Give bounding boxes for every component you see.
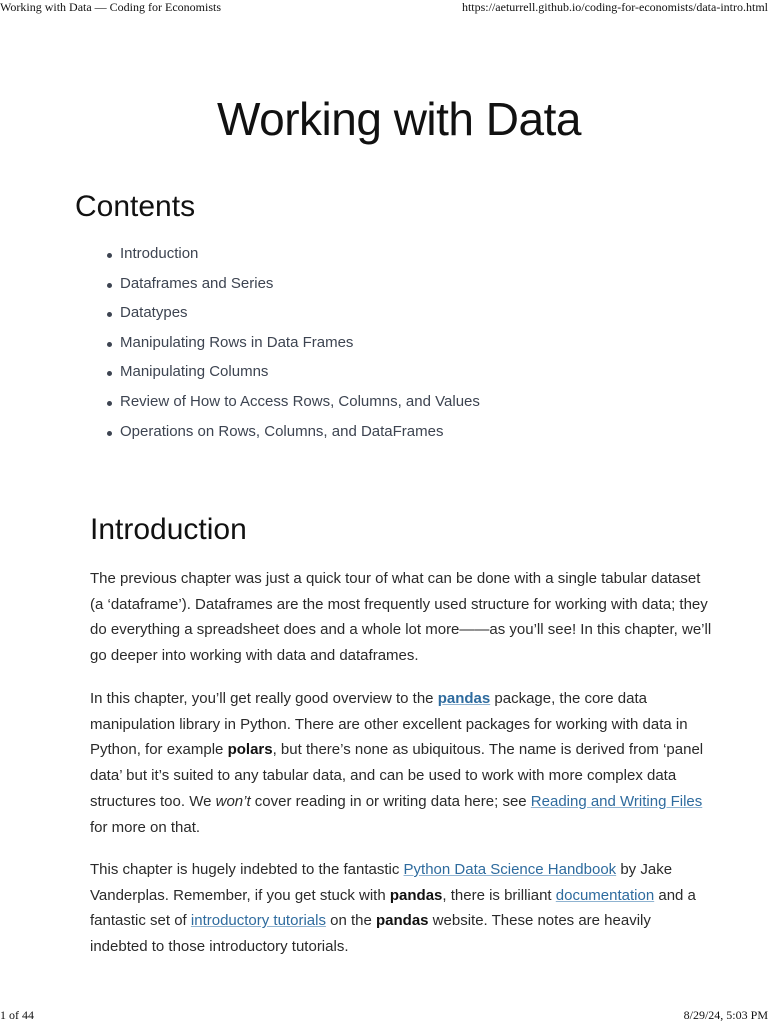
print-header <box>0 0 768 14</box>
toc-item <box>107 275 480 305</box>
toc-link-datatypes[interactable]: Datatypes <box>120 304 188 322</box>
table-of-contents <box>107 245 480 452</box>
paragraph-text: for more on that. <box>90 818 201 836</box>
intro-paragraph-3 <box>90 857 712 960</box>
toc-link-introduction[interactable]: Introduction <box>120 245 199 262</box>
polars-bold: polars <box>227 741 273 759</box>
intro-paragraph-2 <box>90 686 712 840</box>
print-header-url: https://aeturrell.github.io/coding-for-economists/data-intro.html <box>461 0 768 14</box>
bullet-icon <box>107 431 112 436</box>
page-number: 1 of 44 <box>0 1008 34 1022</box>
paragraph-text: In this chapter, you’ll get really good overview to the <box>90 690 438 707</box>
bullet-icon <box>107 283 112 288</box>
paragraph-text: cover reading in or writing data here; see <box>250 792 531 810</box>
bullet-icon <box>107 253 112 258</box>
reading-writing-files-link[interactable]: Reading and Writing Files <box>530 792 703 810</box>
introduction-heading: Introduction <box>90 513 247 546</box>
paragraph-text: , there is brilliant <box>442 886 556 904</box>
bullet-icon <box>107 401 112 406</box>
contents-heading: Contents <box>75 190 196 223</box>
paragraph-text: by Jake Vanderplas. Remember, if you get stuck with <box>90 861 673 904</box>
paragraph-text: website. These notes are heavily indebted to those introductory tutorials. <box>90 912 651 956</box>
toc-link-manipulating-rows[interactable]: Manipulating Rows in Data Frames <box>120 333 354 351</box>
toc-link-manipulating-columns[interactable]: Manipulating Columns <box>120 363 269 381</box>
documentation-link[interactable]: documentation <box>555 886 655 904</box>
python-data-science-handbook-link[interactable]: Python Data Science Handbook <box>403 861 617 878</box>
toc-link-review-access[interactable]: Review of How to Access Rows, Columns, and Values <box>120 392 480 410</box>
paragraph-text: , but there’s none as ubiquitous. The name is derived from ‘panel data’ but it’s suited to any tabular data, and can be used to work with more complex data structures too. We <box>90 741 704 810</box>
pandas-bold: pandas <box>389 886 443 904</box>
intro-paragraph-1: The previous chapter was just a quick tour of what can be done with a single tabular dataset (a ‘dataframe’). Dataframes are the most frequently used structure for working with data; they do everything a spreadsheet does and a whole lot more——as you’ll see! In this chapter, we’ll go deeper into working with data and dataframes. <box>90 570 712 665</box>
toc-item <box>107 393 480 423</box>
print-header-title: Working with Data — Coding for Economists <box>0 0 222 14</box>
pandas-bold: pandas <box>376 912 429 930</box>
toc-item <box>107 304 480 334</box>
toc-item <box>107 245 480 275</box>
page-title: Working with Data <box>217 93 581 145</box>
print-footer <box>0 1008 768 1024</box>
toc-item <box>107 363 480 393</box>
toc-item <box>107 423 480 453</box>
bullet-icon <box>107 371 112 376</box>
wont-emphasis: won’t <box>215 792 251 810</box>
toc-item <box>107 334 480 364</box>
bullet-icon <box>107 342 112 347</box>
paragraph-text: This chapter is hugely indebted to the fantastic <box>90 861 404 878</box>
toc-link-operations[interactable]: Operations on Rows, Columns, and DataFrames <box>120 422 444 440</box>
paragraph-text: package, the core data manipulation library in Python. There are other excellent packages for working with data in Python, for example <box>90 690 688 759</box>
print-timestamp: 8/29/24, 5:03 PM <box>683 1008 768 1022</box>
paragraph-text: on the <box>325 912 376 930</box>
toc-link-dataframes-and-series[interactable]: Dataframes and Series <box>120 274 274 292</box>
introductory-tutorials-link[interactable]: introductory tutorials <box>190 912 326 930</box>
bullet-icon <box>107 312 112 317</box>
pandas-link[interactable]: pandas <box>437 690 491 707</box>
paragraph-text: and a fantastic set of <box>90 886 696 930</box>
